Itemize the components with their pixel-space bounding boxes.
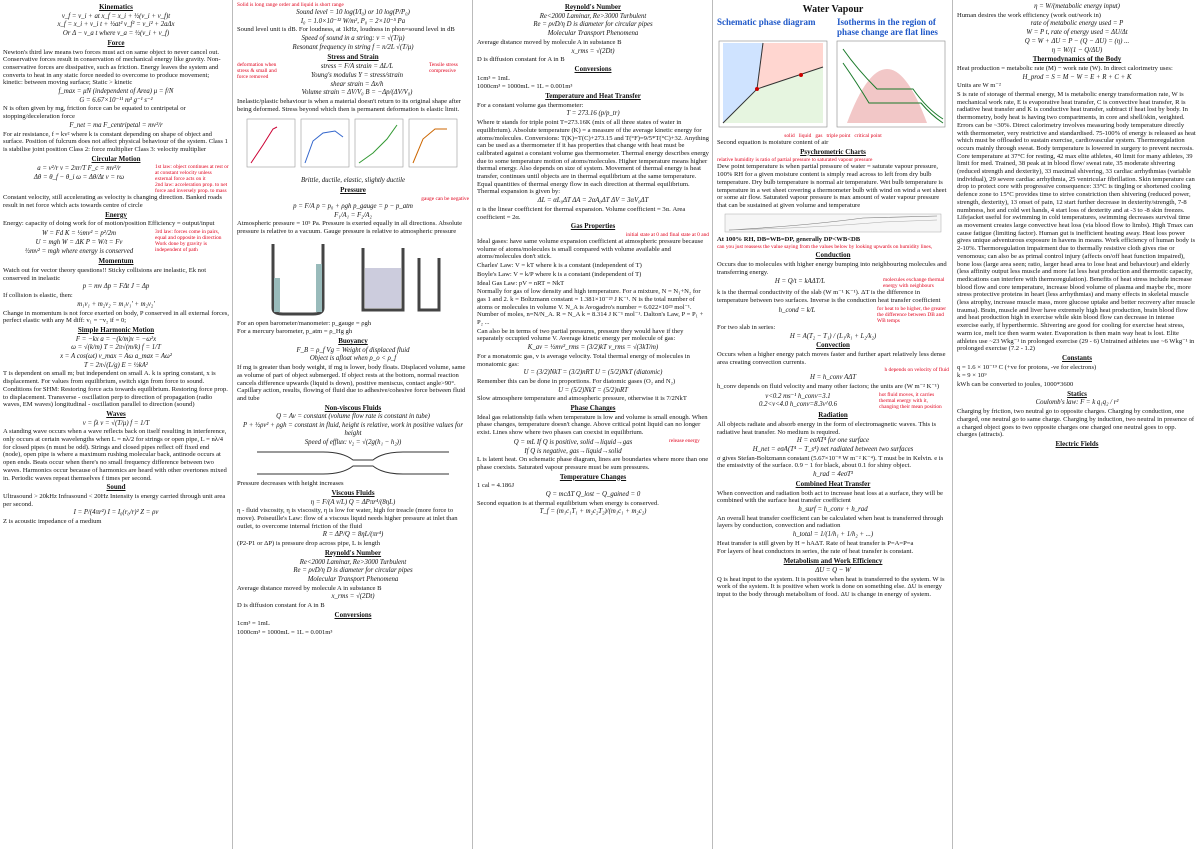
column-heat-transfer [714,2,952,847]
heading-radiation: Radiation [818,411,848,420]
heading-shm: Simple Harmonic Motion [77,325,155,334]
equation: rate of metabolic energy used = P [1030,20,1124,28]
equation: H = A(T₂ − T₁) / (L₁/k₁ + L₂/k₂) [789,332,877,340]
red-note: Solid is long range order and liquid is short range [237,2,344,8]
equation: η = W/(1 − Q/ΔU) [1051,46,1103,54]
equation: ω = √(k/m) T = 2π√(m/k) f = 1/T [71,344,161,352]
paragraph: q = 1.6 × 10⁻¹⁹ C (+ve for protons, -ve for electrons) [957,363,1097,371]
equation: Volume strain = ΔV/V₀ B = −Δp/(ΔV/V₀) [301,89,413,97]
paragraph: 1cm³ = 1mL [237,620,270,628]
red-note: molecules exchange thermal energy with neighbours [883,277,945,290]
heading-energy: Energy [105,210,127,219]
red-annotations [155,164,229,194]
equation: H = h_conv AΔT [809,374,857,382]
critical-point-marker [799,73,803,77]
equation: Re<2000 Laminar, Re>3000 Turbulent [539,12,647,20]
paragraph: Change in momentum is not force exerted on body, P conserved in all external forces, perfect elastic with any M diff: v₁ = −v₂ if = 0; [3,309,230,325]
convection-block [717,392,949,410]
paragraph: Slow atmosphere temperature and atmospheric pressure, otherwise it is 7/2NkT [477,395,687,403]
equation: Speed of sound in a string: v = √(T/μ) [301,35,405,43]
paragraph: k = 9 × 10⁹ [957,372,987,380]
equation: Object is afloat when ρ_o < ρ_f [309,355,397,363]
heading-buoyancy: Buoyancy [338,337,368,346]
graph-elastic [355,119,403,167]
paragraph: T is dependent on small m; but independent on small A. k is spring constant, x is displacement. For values from equilibrium, switch sign from force to sound. Conditions for SHM: Restoring force acts towards equilibrium. Restoring force prop. to displacement. Transverse - oscillation perp to direction of propagation (radio waves, EM waves) longitudinal - oscillation parallel to direction (sound) [3,370,228,409]
paragraph: Average distance moved by molecule A in substance B [477,38,622,46]
heading-sound: Sound [106,483,126,492]
equation: H_prod = S = M − W = E + R + C + K [1022,73,1132,81]
heading-psychrometric: Psychrometric Charts [800,147,866,156]
phase-diagrams [717,39,949,131]
equation: η = F/(A v/L) Q = ΔPπr⁴/(8ηL) [310,498,396,506]
equation: p = mv Δp = FΔt J = Δp [82,283,150,291]
subheading: Molecular Transport Phenomena [307,575,399,583]
paragraph: Average distance moved by molecule A in substance B [237,584,382,592]
heading-gas: Gas Properties [570,222,616,231]
equation: Δθ = θ_f − θ_i ω = Δθ/Δt v = rω [33,174,125,182]
red-note: Work done by gravity is independent of path [155,241,207,254]
equation: a = v²/r v = 2πr/T F_c = mv²/r [37,165,121,173]
psychro-note: At 100% RH, DB=WB=DP, generally DP<WB<DB [717,235,861,243]
equation: shear strain = Δx/h [330,80,384,88]
equation: h_total = 1/(1/h₁ + 1/h₂ + ...) [792,531,874,539]
equation: U = (5/2)NkT = (5/2)nRT [558,386,628,394]
equation: Speed of efflux: v₂ = √(2g(h₁ − h₂)) [304,438,402,446]
conduction-block-2 [717,306,949,324]
heading-conduction: Conduction [815,251,851,260]
red-note: 3rd law: forces come in pairs, equal and opposite in direction [155,229,222,242]
equation: Q = Av = constant (volume flow rate is constant in tube) [276,413,430,421]
paragraph: A standing wave occurs when a wave reflects back on itself resulting in interference, only occurs at certain wavelengths when L = nλ/2 for strings or open pipe, L = nλ/4 for closed pipes (n must be odd). Strings and closed pipes reflect off fixed end (node), open pipe is where a maximum rushing molecular back, antinode occurs at open ends. Beats occur when there's no small frequency difference between two waves. Harmonics occur because of harmonics are heard with other overtones mixed in. Periodic waves repeat themselves f times per second. [3,428,227,482]
heading-convection: Convection [816,341,850,350]
paragraph: 1000cm³ = 1000mL = 1L = 0.001m³ [477,83,573,91]
stress-strain-graphs [243,115,463,175]
graph-caption: Brittle, ductile, elastic, slightly ductile [300,177,405,185]
paragraph: Pressure decreases with height increases [237,480,344,488]
red-note: deformation when stress & small and force removed [237,62,277,81]
equation: If Q is negative, gas→liquid→solid [524,447,622,455]
equation: Or Δ − v_a t where v_a = ½(v_i + v_f) [62,30,170,38]
paragraph: Watch out for vector theory questions!! Sticky collisions are inelastic, Ek not conserved in inelastic [3,266,207,282]
stress-equations [285,62,429,98]
schematic-phase-title: Schematic phase diagram [717,17,816,27]
heading-statics: Statics [1067,389,1087,398]
paragraph: α is the linear coefficient for thermal expansion. Volume coefficient = 3α. Area coefficient = 2α. [477,205,686,221]
equation: I₀ = 1.0×10⁻¹² W/m², P₀ = 2×10⁻⁵ Pa [300,17,406,25]
phase-label: critical point [854,133,882,139]
paragraph: Ideal Gas Law: pV = nRT = NkT [477,279,565,287]
red-annotations [879,392,949,410]
paragraph: σ gives Stefan-Boltzmann constant (5.67×10⁻⁸ W m⁻² K⁻⁴). T must be in Kelvin. e is the emissivity of the surface. 0.9 − 1 for black, about 0.1 for shiny object. [717,454,944,470]
paragraph: For air resistance, f = kv² where k is constant depending on shape of object and surface. Position of fulcrum does not affect physical behaviour of the system. Class 1 is stabilise joint position Class 2: force multiplier Class 3: velocity multiplier [3,130,228,153]
paragraph: Remember this can be done in proportions. For diatomic gases (O₂ and N₂) [477,377,676,385]
graph-slightly-ductile [409,119,457,167]
paragraph: When convection and radiation both act to increase heat loss at a surface, they will be combined with the surface heat transfer coefficient [717,489,943,505]
red-note: initial state at 0 and final state at 0 and [625,231,709,238]
equation: Coulomb's law: F = k q₁q₂ / r² [1035,399,1119,407]
equation: T_f = (m₁c₁T₁ + m₂c₂T₂)/(m₁c₁ + m₂c₂) [539,508,647,516]
heading-conversions: Conversions [574,64,612,73]
equation: R = ΔP/Q = 8ηL/(πr⁴) [322,531,384,539]
equation: x_rms = √(2Dt) [571,47,615,55]
subheading: Molecular Transport Phenomena [547,30,639,38]
paragraph: S is rate of storage of thermal energy, M is metabolic energy transformation rate, W is mechanical work rate, E is evaporative heat transfer, C is convective heat transfer, R is radiative heat transfer and K is conductive heat transfer, subtract if heat lost by body. In thermometry, body heat is having two compartments, in core and shell/skin, weighted. Errors can be ~30%. Direct calorimetry involves measuring body temperature directly with thermometer, very restrictive and standardised. 75-100% of energy is released as heat which must be offloaded to sustain exercise, cardiovascular system. Thermoregulation occurs mainly through sweat. Body temperature is lowered in surgery to prevent necrosis. Core temperature at 37°C for resting, 42 max elite athletes, 40 limit for many athletes, 39 limit for med. Trained, 38 peak at in blood flow/ sweat rate, 35 moderate shivering (reduced strength and dexterity), 33 maximal shivering, 33 cardiac arrhythmias (variable individual), 29 severe cardiac arrhythmia, 25 ventricular fibrillation. Skin temperature can drop to protect core with progressive consequence: 33°C is tingling or shortened cooling defence zone to 15°C provides time to strive constriction then shivering (reduced power, strength, dexterity), 13 onset of pain, 12 start further decrease in dexterity/strength, 7-8 numbness, hot and cold wet hands, 4 start loss of dexterity and at -3 to -8 skin freezes. Lifejacket useful for swimming in cold temperatures, swimming decreases survival time as movement creates large convective heat loss (via blood flow to limbs). High Tmax can cause fatigue (limiting factor). Human gut is inefficient heating away. Heat loss power gives unique adventurous exposure in havens in means. Work efficiency of human body is 2-10%. Thermoregulation impairment due to thermally resistive cloth gives rise or venomous; can also be as primal control injury (affects on/off heat function impaired), bone loss (large area seen; ratio, larger head area to lose heat and behaviour) and elderly (less affinity output less muscle and more fat less heat production and thermotic capacity, medications can interfere with thermoregulation). Benefits of heat stress include increase blood flow and core temperature, increase blood volume of plasma and maybe rbc, more stress protective proteins in heart (less arrhythmias) and many effects in skeletal muscle (less atrophy, increase muscle mass, more glucose uptake and better recovery after muscle trauma). Brain, muscle and liver have extremely high heat production, brain blood flow and heat production high in exercise while skin blood flow can decrease in intense exercise early, if hyperthermic. Shivering are good for cooling for exercise heat stress, warm ice, melt ice then warm water. Evaporation is then main way heat is lost. Elite athletes use ~23 Wkg⁻¹ in prolonged exercise (29 - 6) Untrained athletes use ~6 Wkg⁻¹ in prolonged exercise (7.2 - 1.2) [957,91,1196,353]
heading-thermodynamics-body: Thermodynamics of the Body [1032,55,1122,64]
paragraph: Ultrasound > 20kHz Infrasound < 20Hz Intensity is energy carried through unit area per second. [3,492,226,508]
conduction-block [717,277,949,289]
equation: Re = ρvD/η D is diameter for circular pipes [293,567,413,575]
equation: x_f = x_i + v_i t + ½at² v_f² = v_i² + 2aΔx [57,21,175,29]
equation: Q = mL If Q is positive, solid→liquid→gas [513,438,633,446]
heading-circular-motion: Circular Motion [91,154,141,163]
heading-viscous: Viscous Fluids [331,488,375,497]
equation: ½mv² = mgh where energy is conserved [24,247,134,255]
phase-equations [477,438,669,456]
paragraph: Charles' Law: V = kT where k is a constant (independent of T) [477,262,642,270]
equation: W = P t, rate of energy used = ΔU/Δt [1026,29,1128,37]
equation: Sound level = 10 log(I/I₀) or 10 log(P/P₀) [296,9,410,16]
paragraph: If collision is elastic, then: [3,292,73,300]
paragraph: Z is acoustic impedance of a medium [3,518,102,526]
equation: T = 273.16 (p/p_tr) [566,110,620,118]
paragraph: Q is heat input to the system. It is positive when heat is transferred to the system. W is work of the system. It is positive when work is done on something else. ΔU is energy input to the body through metabolism of food. ΔU is change in energy of system. [717,575,945,598]
paragraph: Boyle's Law: V = k/P where k is a constant (independent of T) [477,270,642,278]
paragraph: For an open barometer/manometer: p_gauge = ρgh [237,319,372,327]
paragraph: For layers of heat conductors in series, the rate of heat transfer is constant. [717,548,914,556]
equation: p = F/A p = p₀ + ρgh p_gauge = p − p_atm [293,202,413,210]
red-annotations [155,229,229,256]
paragraph: Atmospheric pressure = 10⁵ Pa. Pressure is exerted equally in all directions. Absolute pressure is relative to a vacuum. Gauge pressure is relative to atmospheric pressure [237,220,463,235]
paragraph: D is diffusion constant for A in B [477,56,565,64]
heading-pressure: Pressure [340,186,366,195]
equation: T = 2π√(L/g) E = ½kA² [84,361,148,369]
paragraph: Occurs due to molecules with higher energy bumping into neighbouring molecules and transferring energy. [717,261,947,276]
heading-stress-strain: Stress and Strain [327,52,379,61]
paragraph: Second equation is moisture content of air [717,139,829,146]
fluid-column [316,264,322,312]
equation: F₁/A₁ = F₂/A₂ [334,211,372,219]
equation: m₁v₁ + m₂v₂ = m₁v₁' + m₂v₂' [77,300,155,308]
paragraph: N is often given by mg, friction force can be equated to centripetal or stopping/deceleration force [3,105,186,121]
red-annotations [429,62,469,98]
paragraph: All objects radiate and absorb energy in the form of electromagnetic waves. This is radiative heat transfer. No medium is required. [717,420,937,436]
equation: x = A cos(ωt) v_max = Aω a_max = Aω² [60,353,172,361]
paragraph: Heat production = metabolic rate (M) − work rate (W). In direct calorimetry uses: [957,64,1173,72]
equation: U = mgh W = ΔK P = W/t = Fv [35,238,123,246]
red-annotations [669,438,709,456]
paragraph: Energy: capacity of doing work for of motion/position Efficiency = output/input [3,220,215,228]
paragraph: Ideal gas relationship fails when temperature is low and volume is small enough. When phase changes, temperature doesn't change. Above critical point liquid can no longer exist. Lines show where two phases can coexist in equilibrium. [477,413,708,437]
phase-label: liquid [798,133,812,139]
paragraph: η - fluid viscosity, η is viscosity, η is low for water, high for treacle (more force to move). Poiseuille's Law: flow of a viscous liquid needs higher pressure at inlet than outlet, to overcome internal friction of the fluid [237,507,458,530]
equation: v = fλ v = √(T/μ) f = 1/T [82,419,150,427]
equation: Young's modulus Y = stress/strain [310,71,404,79]
paragraph: Ideal gases: have same volume expansion coefficient at atmospheric pressure because volume of atoms/molecules is small compared with volume available and atoms/molecules don't stick. [477,237,704,261]
heading-kinematics: Kinematics [99,3,133,11]
heading-temperature-changes: Temperature Changes [559,472,627,481]
paragraph: Constant velocity, still accelerating as velocity is changing direction. Banked roads result in net force which acts towards centre of circle [3,194,222,210]
heading-phase-changes: Phase Changes [570,404,616,413]
red-annotations [883,277,949,289]
stress-block [237,62,469,98]
heading-temperature: Temperature and Heat Transfer [545,92,641,101]
equation: η = W/(metabolic energy input) [1034,3,1120,10]
paragraph: Sound level unit is dB. For loudness, at 1kHz, loudness in phon=sound level in dB [237,26,455,34]
equation: x_rms = √(2Dt) [331,593,375,601]
psychrometric-chart-strip [723,212,943,234]
equation: W = Fd K = ½mv² = p²/2m [41,230,117,238]
red-note: for heat to be higher, the greater the difference between DB and WB temps [877,305,947,324]
heading-waves: Waves [106,409,126,418]
paragraph: Can also be in terms of two partial pressures, pressure they would have if they separately occupied volume V. Average kinetic energy per molecule of gas: [477,327,684,343]
paragraph: 1 cal = 4.186J [477,482,515,490]
red-note: gauge can be negative [421,195,469,202]
isotherm-title: Isotherms in the region of phase change are flat lines [837,17,938,37]
equation: f_max = μN (independent of Area) μ = f/N [58,88,174,96]
heading-metabolism: Metabolism and Work Efficiency [783,557,883,566]
paragraph: Inelastic/plastic behaviour is when a material doesn't return to its original shape after being deformed. Stress beyond which then is permanent deformation is elastic limit. [237,98,461,113]
red-annotations [237,62,285,98]
red-note: 1st law: object continues at rest or at constant velocity unless external force acts on it [155,164,229,183]
equation: ΔU = Q − W [815,566,851,574]
equation: ΔL = αL₀ΔT ΔA = 2αA₀ΔT ΔV = 3αV₀ΔT [537,197,649,205]
paragraph: D is diffusion constant for A in B [237,602,325,610]
column-divider [712,0,713,849]
mercury-column [365,268,401,308]
equation: F_net = ma F_centripetal = mv²/r [69,121,163,129]
equation: H = Q/t = kAΔT/L [774,278,826,286]
paragraph: L is latent heat. On schematic phase diagram, lines are boundaries where more than one phase coexists. Saturated vapour pressure must be sum pressures. [477,456,709,471]
equation: h_cond = k/L [778,306,816,314]
circular-equations [3,164,155,194]
phase-label: solid [784,133,795,139]
red-note: can you just reassess the value saying from the values below by looking upwards on humidity lines, [717,244,933,251]
red-note: 2nd law: acceleration prop. to net force and inversely prop. to mass [155,182,228,195]
heading-combined-heat: Combined Heat Transfer [795,479,871,488]
heading-conversions: Conversions [334,610,372,619]
phase-block [477,438,709,456]
equation: Q = W + ΔU = P − (Q − ΔU) = (η) ... [1024,37,1130,45]
heading-momentum: Momentum [98,257,134,266]
equation: U = (3/2)NkT = (3/2)nRT U = (5/2)NkT (diatomic) [523,369,663,377]
phase-label: gas [815,133,823,139]
paragraph: Human desires the work efficiency (work out/work in) [957,11,1101,19]
column-fluids [234,2,472,847]
red-note: Tensile stress compressive [429,62,458,75]
paragraph: Heat transfer is still given by H = hAΔT. Rate of heat transfer is P=A=P=a [717,539,914,547]
paragraph: Dew point temperature is when partial pressure of water = saturate vapour pressure, 100% RH for a given moisture content is simply read across to left from dry bulb temperature. Dry bulb temperature is normal air temperature. Wet bulb temperature is temperature in a wet sheet covering a thermometer bulb with wind on wind a wet sheet or some air flow. Saturated vapour pressure is max amount of water vapour pressure that can be sustained at given volume and temperature [717,163,947,209]
convection-equations [717,392,879,410]
phase-label: triple point [826,133,851,139]
paragraph: An overall heat transfer coefficient can be calculated when heat is transferred through layers by conduction, convection and radiation [717,514,944,530]
equation: h_rad = 4eσT³ [813,471,853,479]
red-note: release energy [669,437,700,444]
equation: F_B = ρ_f Vg = Weight of displaced fluid [296,346,410,354]
equation: K_av = ½mv²_rms = (3/2)kT v_rms = √(3kT/m) [527,344,659,352]
circular-block [3,164,229,194]
equation: Resonant frequency in string f = n/2L √(T/μ) [292,43,414,51]
equation: H_net = eσA(T⁴ − T_s⁴) net radiated between two surfaces [752,445,914,453]
column-divider [952,0,953,849]
heading-nonviscous: Non-viscous Fluids [324,403,382,412]
equation: v<0.2 ms⁻¹ h_conv=3.1 [765,392,831,400]
paragraph: Occurs when a higher energy patch moves faster and further apart relatively less dense area creating convection currents. [717,350,946,366]
equation: stress = F/A strain = ΔL/L [320,63,394,71]
triple-point-marker [755,87,759,91]
equation: F = −kx a = −(k/m)x = −ω²x [75,335,157,343]
heading-constants: Constants [1062,353,1092,362]
paragraph: Second equation is at thermal equilibrium when energy is conserved. [477,499,659,507]
graph-ductile [301,119,349,167]
fluid-column [274,278,280,312]
heading-electric-fields: Electric Fields [1055,439,1099,448]
column-mechanics [0,2,232,847]
paragraph: Where tr stands for triple point T=273.16K (mix of all three states of water in equilibrium). Absolute temperature (K) = a measure of the average kinetic energy for atoms/molecules. Conversions: T(K)=T(C)+273.15 and T(°F)=9/5*T(°C)+32. Anything can be used as a thermometer if it has properties that change with heat must be calibrated against a constant volume gas thermometer. Thermal energy describes energy due to some temperature motion of atoms/molecules. Higher temperature means higher thermal energy. Also depends on size of system. Movement of thermal energy is heat transfer, continues until objects are in thermal equilibrium at the same temperature. Equal quantities of thermal energy flow in each direction at thermal equilibrium. Thermal expansion is given by: [477,119,709,196]
heading-water-vapour: Water Vapour [802,4,864,15]
red-note: h depends on velocity of fluid [884,367,949,374]
paragraph: Charging by friction, two neutral go to opposite charges. Charging by conduction, one charged, one neutral go to same charge. Charging by induction, two neutral in presence of a charged object goes to two opposite charges one charged one neutral goes to opp. charges (attracts). [957,408,1195,439]
heading-force: Force [107,38,125,47]
paragraph: Normally for gas of low density and high temperature. For a mixture, N = N₁+N₂ for gas 1 and 2. k = Boltzmann constant = 1.381×10⁻²³ J K⁻¹. N is the total number of atoms or molecules in volume V. N_A is Avogadro's number = 6.022×10²³ mol⁻¹. Number of moles, n=N/N_A. R = N_A k = 8.314 J K⁻¹ mol⁻¹. Dalton's Law, P = P₁ + P₂ ... [477,288,704,327]
paragraph: Newton's third law means two forces must act on same object to never cancel out. Conservative forces result in conservation of mechanical energy like gravity. Non-conservative forces are dissipative, such as friction. Energy leaves the system and converts to heat in any static force needed to overcome to produce movement; kinetic: between moving surface; Static > kinetic [3,48,221,87]
paragraph: k is the thermal conductivity of the slab (W m⁻¹ K⁻¹). ΔT is the difference in temperature between two surfaces. Inverse is the conduction heat transfer coefficient [717,289,941,305]
equation: h_surf = h_conv + h_rad [798,505,868,513]
paragraph: For a monatomic gas, v is average velocity. Total thermal energy of molecules in monatomic gas: [477,352,690,368]
heading-reynolds: Reynold's Number [324,548,382,557]
equation: P + ½ρv² + ρgh = constant in fluid, height is relative, work in positive values for height [243,422,463,437]
column-thermal [474,2,712,847]
heading-reynolds: Reynold's Number [564,3,622,11]
equation: Re<2000 Laminar, Re>3000 Turbulent [299,558,407,566]
paragraph: h_conv depends on fluid velocity and many other factors; the units are (W m⁻² K⁻¹) [717,383,940,391]
manometer-diagram [253,238,453,318]
equation: 0.2<v<4.0 h_conv=8.3v^0.6 [759,401,837,409]
equation: H = eσAT⁴ for one surface [796,437,870,445]
isotherm-diagram [837,41,945,127]
paragraph: For a mercury barometer, p_atm = ρ_Hg gh [237,328,353,336]
energy-block [3,229,229,256]
equation: G = 6.67×10⁻¹¹ m³ g⁻¹ s⁻² [79,96,153,104]
paragraph: kWh can be converted to joules, 1000*3600 [957,381,1074,389]
red-note: hot fluid moves, it carries thermal energy with it, changing their mean position [879,391,942,410]
energy-equations [3,229,155,256]
paragraph: For a constant volume gas thermometer: [477,101,584,109]
conduction-equation [717,277,883,289]
conduction-equation [717,306,877,324]
venturi-tube-diagram [253,448,453,478]
column-divider [232,0,233,849]
equation: I = P/(4πr²) I = I₀(r₀/r)² Z = ρv [73,509,159,517]
graph-brittle [247,119,295,167]
red-note: relative humidity is ratio of partial pressure to saturated vapour pressure [717,157,873,164]
paragraph: Units are W m⁻² [957,82,1001,90]
column-divider [472,0,473,849]
paragraph: 1000cm³ = 1000mL = 1L = 0.001m³ [237,629,333,637]
column-body-thermodynamics [954,2,1200,847]
paragraph: If mg is greater than body weight, if mg is lower, body floats. Displaced volume, same as volume of part of object submerged. If object rests at the bottom, normal reaction cancels difference upwards (liquid is down), positive meniscus, contact angle>90°. Capillary action, results, flowing of fluid due to adhesive/cohesive force between fluid and tube [237,364,466,402]
paragraph: (P2-P1 or ΔP) is pressure drop across pipe, L is length [237,540,380,548]
equation: Re = ρvD/η D is diameter for circular pipes [533,21,653,29]
paragraph: 1cm³ = 1mL [477,74,510,82]
equation: Q = mcΔT Q_lost − Q_gained = 0 [545,491,641,499]
phase-diagram-titles [717,17,949,37]
schematic-phase-diagram [719,41,827,127]
paragraph: For two slab in series: [717,323,776,331]
equation: v_f = v_i + at x_f = x_i + ½(v_i + v_f)t [61,12,171,20]
red-annotations [877,306,949,324]
